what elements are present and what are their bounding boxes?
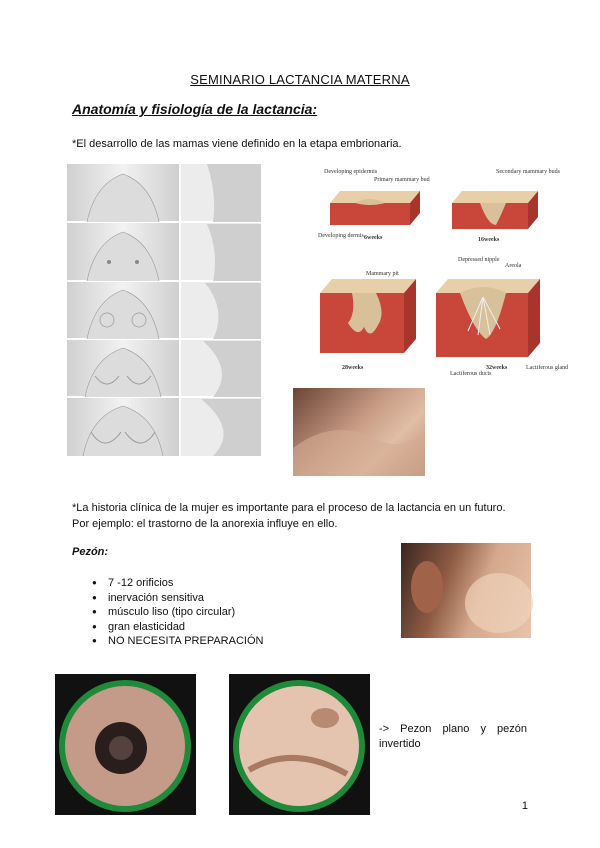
paragraph-line-1: *La historia clínica de la mujer es importante para el proceso de la lactancia en un futuro. [72,502,506,514]
nipple-subheading: Pezón: [72,546,109,558]
nipple-facts-list [92,576,263,649]
label-lactiferous-gland: Lactiferous gland [526,365,569,371]
embryonic-mammary-development-diagram [300,163,569,385]
section-heading: Anatomía y fisiología de la lactancia: [72,101,318,117]
label-secondary-buds: Secondary mammary buds [496,169,560,175]
label-developing-epidermis: Developing epidermis [324,169,378,175]
label-16weeks: 16weeks [478,237,500,243]
list-item: ● 7 -12 orificios [92,576,263,591]
document-title: SEMINARIO LACTANCIA MATERNA [190,72,410,87]
areola-circle-photo [55,674,196,815]
list-item: ● NO NECESITA PREPARACIÓN [92,634,263,649]
label-primary-bud: Primary mammary bud [374,177,430,183]
label-depressed-nipple: Depressed nipple [458,257,500,263]
list-item: ● inervación sensitiva [92,591,263,606]
label-32weeks: 32weeks [486,365,508,371]
label-areola: Areola [505,263,522,269]
breast-development-stages-image [67,164,261,456]
list-item: ● músculo liso (tipo circular) [92,605,263,620]
label-mammary-pit: Mammary pit [366,271,399,277]
label-lactiferous-ducts: Lactiferous ducts [450,371,492,377]
breast-closeup-photo [293,388,425,476]
label-28weeks: 28weeks [342,365,364,371]
nipple-type-note: -> Pezon plano y pezón invertido [379,723,527,750]
list-item: ● gran elasticidad [92,620,263,635]
paragraph-clinical-history [72,500,528,532]
paragraph-line-2: Por ejemplo: el trastorno de la anorexia influye en ello. [72,518,338,530]
label-developing-dermis: Developing dermis [318,233,364,239]
infant-latching-photo [401,543,531,638]
paragraph-embryonic: *El desarrollo de las mamas viene definido en la etapa embrionaria. [72,138,402,150]
inverted-nipple-circle-photo [229,674,370,815]
label-6weeks: 6weeks [364,235,383,241]
page-number: 1 [521,800,528,812]
